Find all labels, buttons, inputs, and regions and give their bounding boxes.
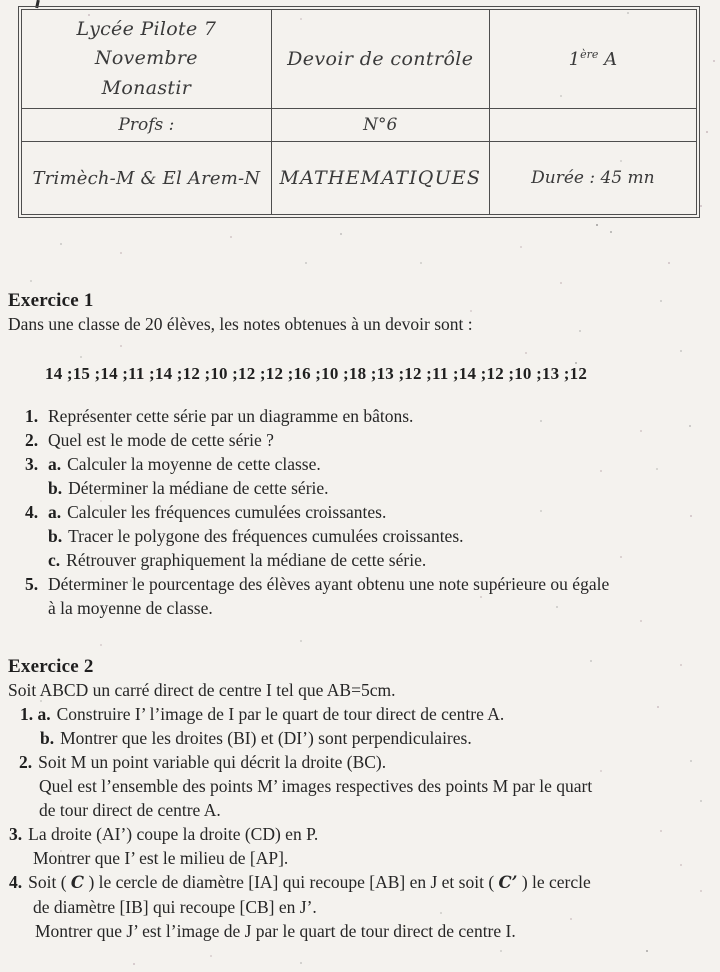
- question-number: 3.: [9, 824, 23, 844]
- question-text: Calculer la moyenne de cette classe.: [67, 454, 321, 474]
- question-text: Rétrouver graphiquement la médiane de cette série.: [66, 550, 427, 570]
- question-line: [8, 870, 712, 895]
- school-name-line1: Lycée Pilote 7 Novembre: [76, 17, 217, 70]
- question-number: 2.: [19, 752, 33, 772]
- question-line: [8, 846, 712, 870]
- scan-noise-bottom: [0, 0, 2, 2]
- question-line: [8, 404, 712, 428]
- question-text: Représenter cette série par un diagramme en bâtons.: [48, 406, 414, 426]
- circle-c-symbol: C: [70, 873, 85, 892]
- school-name-line2: Monastir: [101, 76, 192, 99]
- profs-cell: [22, 109, 272, 142]
- exercise-1: [8, 290, 712, 620]
- profs-label: Profs :: [118, 115, 175, 135]
- duration-cell: [489, 142, 696, 215]
- question-number: 1. a.: [20, 704, 51, 724]
- school-cell: [22, 10, 272, 109]
- question-text-post: ) le cercle: [517, 872, 591, 892]
- question-number: 4.: [9, 872, 23, 892]
- header-table: [18, 6, 700, 218]
- class-level: [569, 49, 617, 70]
- exam-duration: Durée : 45 mn: [531, 168, 655, 188]
- question-line: [8, 822, 712, 846]
- grades-series: 14 ;15 ;14 ;11 ;14 ;12 ;10 ;12 ;12 ;16 ;10 ;18 ;13 ;12 ;11 ;14 ;12 ;10 ;13 ;12: [45, 364, 588, 383]
- question-line: [8, 774, 712, 798]
- question-line: [8, 919, 712, 943]
- class-ordinal-suffix: ère: [580, 48, 599, 61]
- question-text-pre: Soit (: [28, 872, 71, 892]
- exam-number: N°6: [363, 115, 398, 135]
- teachers-cell: [22, 142, 272, 215]
- question-line: [8, 428, 712, 452]
- circle-c-prime-symbol: C’: [498, 873, 518, 892]
- question-number: 3.: [25, 454, 39, 474]
- question-line: [8, 596, 712, 620]
- question-text: Tracer le polygone des fréquences cumulées croissantes.: [68, 526, 464, 546]
- question-line: [8, 895, 712, 919]
- question-text: Quel est l’ensemble des points M’ images respectives des points M par le quart: [39, 776, 593, 796]
- sub-question-label: c.: [48, 550, 61, 570]
- question-line: [8, 476, 712, 500]
- question-text: Déterminer le pourcentage des élèves ayant obtenu une note supérieure ou égale: [48, 574, 610, 594]
- question-number: 5.: [25, 574, 39, 594]
- empty-cell: [489, 109, 696, 142]
- exercise-1-title: Exercice 1: [8, 290, 94, 311]
- exercise-2-intro: Soit ABCD un carré direct de centre I tel que AB=5cm.: [8, 680, 396, 700]
- question-text: Calculer les fréquences cumulées croissantes.: [67, 502, 387, 522]
- exam-type-cell: [271, 10, 489, 109]
- sub-question-label: b.: [40, 728, 55, 748]
- question-text-mid: ) le cercle de diamètre [IA] qui recoupe [AB] en J et soit (: [84, 872, 499, 892]
- class-letter: A: [604, 49, 618, 70]
- question-number: 1.: [25, 406, 39, 426]
- subject-name: MATHEMATIQUES: [279, 167, 482, 189]
- question-text: de diamètre [IB] qui recoupe [CB] en J’.: [33, 897, 317, 917]
- question-text: Montrer que J’ est l’image de J par le quart de tour direct de centre I.: [35, 921, 516, 941]
- question-line: [8, 572, 712, 596]
- question-text: Construire I’ l’image de I par le quart de tour direct de centre A.: [56, 704, 505, 724]
- question-text: Montrer que I’ est le milieu de [AP].: [33, 848, 289, 868]
- question-number: 4.: [25, 502, 39, 522]
- header-table-grid: [21, 9, 697, 215]
- question-text: de tour direct de centre A.: [39, 800, 221, 820]
- question-line: [8, 750, 712, 774]
- exam-type: Devoir de contrôle: [287, 48, 474, 70]
- question-line: [8, 548, 712, 572]
- sub-question-label: a.: [48, 454, 62, 474]
- question-line: [8, 726, 712, 750]
- question-text: Soit M un point variable qui décrit la droite (BC).: [38, 752, 387, 772]
- question-text: Montrer que les droites (BI) et (DI’) sont perpendiculaires.: [60, 728, 472, 748]
- question-line: [8, 798, 712, 822]
- question-line: [8, 500, 712, 524]
- question-line: [8, 524, 712, 548]
- subject-cell: [271, 142, 489, 215]
- sub-question-label: b.: [48, 526, 63, 546]
- question-text: La droite (AI’) coupe la droite (CD) en P.: [28, 824, 319, 844]
- exercise-1-intro: Dans une classe de 20 élèves, les notes obtenues à un devoir sont :: [8, 314, 473, 334]
- question-number: 2.: [25, 430, 39, 450]
- exercise-1-questions: [8, 404, 712, 620]
- question-text: Quel est le mode de cette série ?: [48, 430, 274, 450]
- exam-number-cell: [271, 109, 489, 142]
- exercise-2-title: Exercice 2: [8, 656, 94, 677]
- sub-question-label: a.: [48, 502, 62, 522]
- question-line: [8, 702, 712, 726]
- class-number: 1: [568, 49, 581, 70]
- class-cell: [489, 10, 696, 109]
- exercise-2-questions: [8, 702, 712, 943]
- question-line: [8, 452, 712, 476]
- question-text: Déterminer la médiane de cette série.: [68, 478, 329, 498]
- teacher-names: Trimèch-M & El Arem-N: [32, 167, 261, 189]
- sub-question-label: b.: [48, 478, 63, 498]
- school-name: [26, 15, 267, 103]
- question-text: à la moyenne de classe.: [48, 598, 213, 618]
- exercise-2: [8, 656, 712, 943]
